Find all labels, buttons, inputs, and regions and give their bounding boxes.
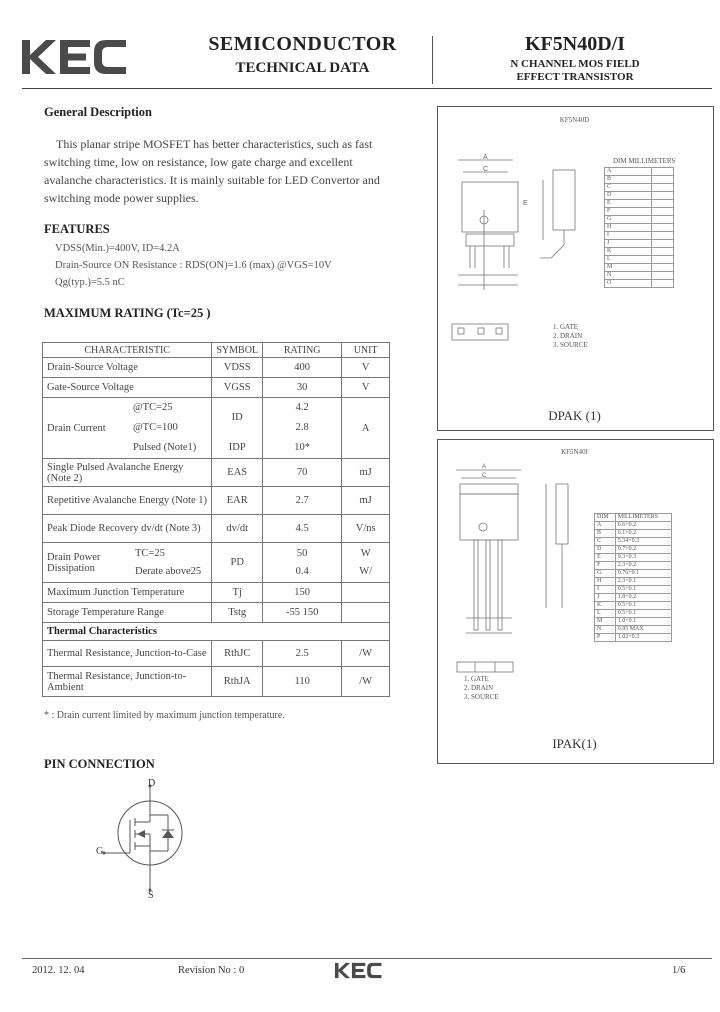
col-unit: UNIT: [342, 343, 390, 358]
pin-source-label: S: [148, 890, 154, 901]
kec-logo: [22, 38, 134, 76]
col-characteristic: CHARACTERISTIC: [43, 343, 212, 358]
table-row: Maximum Junction Temperature Tj 150: [43, 583, 390, 603]
footer-page: 1/6: [672, 965, 686, 976]
table-row: Thermal Resistance, Junction-to- Ambient RthJA 110 /W: [43, 667, 390, 697]
general-description-heading: General Description: [44, 105, 152, 119]
dpak-dim-heading: DIM MILLIMETERS: [613, 157, 676, 165]
pin-connection-heading: PIN CONNECTION: [44, 757, 155, 771]
dpak-dim-table: A B C D E F G H I J K L M N O: [604, 167, 674, 288]
part-number: KF5N40D/I: [525, 33, 625, 55]
feature-qg: Qg(typ.)=5.5 nC: [55, 277, 125, 288]
ipak-caption: IPAK(1): [552, 736, 597, 751]
dpak-footprint: [450, 320, 510, 350]
features-list: [55, 240, 332, 291]
footer-revision: Revision No : 0: [178, 965, 245, 976]
table-row: Repetitive Avalanche Energy (Note 1) EAR 2.7 mJ: [43, 487, 390, 515]
header-divider: [432, 36, 433, 84]
ipak-drawing: [446, 458, 596, 658]
svg-text:C: C: [483, 166, 489, 173]
dpak-pin-list: 1. GATE 2. DRAIN 3. SOURCE: [553, 323, 588, 349]
max-rating-table: [42, 342, 390, 697]
svg-text:A: A: [482, 464, 487, 470]
part-description: N CHANNEL MOS FIELD EFFECT TRANSISTOR: [510, 58, 640, 83]
mosfet-symbol: [90, 778, 200, 903]
footer-kec-logo: [333, 962, 387, 979]
header-rule: [22, 88, 712, 89]
general-description-text: This planar stripe MOSFET has better characteristics, such as fast switching time, low on resistance, low gate charge and excellent avalanche characteristics. It is mainly suitable for LED Convertor and switching mode power supplies.: [44, 137, 380, 205]
ipak-footprint: [455, 660, 515, 674]
table-row: Single Pulsed Avalanche Energy (Note 2) EAS 70 mJ: [43, 459, 390, 487]
footer-rule: [22, 958, 712, 959]
table-row: Drain Current @TC=25 @TC=100 Pulsed (Note1) ID IDP 4.2 2.8 10* A: [43, 398, 390, 459]
dpak-part-name: KF5N40D: [559, 116, 590, 124]
table-header-row: [43, 343, 390, 358]
col-rating: RATING: [263, 343, 342, 358]
max-rating-heading: MAXIMUM RATING (Tc=25 ): [44, 306, 211, 320]
svg-text:C: C: [482, 473, 487, 479]
features-heading: FEATURES: [44, 222, 110, 236]
thermal-heading-row: Thermal Characteristics: [43, 623, 390, 641]
ipak-dim-table: DIM MILLIMETERS A 6.6+0.2 B 6.1+0.2 C 5.34+0.3 D 0.7+0.2 E 9.3+0.3 F 2.3+0.2 G 0.76+0.1 H 2.3+0.1 I 0.5+0.1 J 1.8+0.2 K 0.5+0.1 L 0.5+0.1 M 1.0+0.1 N 0.95 MAX P 1.02+0.3: [594, 513, 672, 642]
feature-rdson: Drain-Source ON Resistance : RDS(ON)=1.6 (max) @VGS=10V: [55, 260, 332, 271]
table-row: Gate-Source Voltage VGSS 30 V: [43, 378, 390, 398]
dpak-caption: DPAK (1): [548, 408, 601, 423]
pin-gate-label: G: [96, 846, 104, 857]
table-row: Thermal Resistance, Junction-to-Case RthJC 2.5 /W: [43, 641, 390, 667]
pin-drain-label: D: [148, 778, 156, 789]
header-subtitle: TECHNICAL DATA: [235, 60, 370, 76]
table-row: Drain-Source Voltage VDSS 400 V: [43, 358, 390, 378]
table-note: * : Drain current limited by maximum junction temperature.: [44, 710, 285, 721]
col-symbol: SYMBOL: [212, 343, 263, 358]
svg-text:E: E: [523, 200, 528, 207]
footer-date: 2012. 12. 04: [32, 965, 85, 976]
ipak-pin-list: 1. GATE 2. DRAIN 3. SOURCE: [464, 675, 499, 701]
table-row: Peak Diode Recovery dv/dt (Note 3) dv/dt 4.5 V/ns: [43, 515, 390, 543]
feature-vdss: VDSS(Min.)=400V, ID=4.2A: [55, 243, 180, 254]
header-title: SEMICONDUCTOR: [208, 33, 397, 55]
ipak-part-name: KF5N40I: [561, 448, 588, 456]
table-row: Drain Power Dissipation TC=25 Derate above25 PD 50 0.4 W W/: [43, 543, 390, 583]
table-row: Storage Temperature Range Tstg -55 150: [43, 603, 390, 623]
svg-text:A: A: [483, 154, 488, 161]
